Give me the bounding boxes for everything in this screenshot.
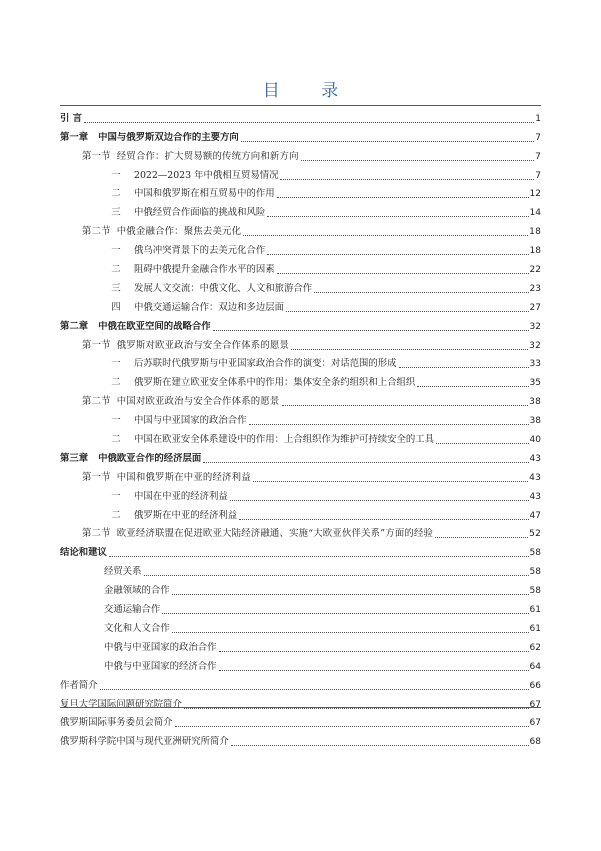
toc-entry-number: 三 [111, 207, 121, 219]
toc-entry-page-number: 68 [529, 737, 541, 748]
toc-entry-title: 中国和俄罗斯在相互贸易中的作用 [134, 188, 275, 200]
dot-leader [280, 171, 534, 180]
dot-leader [241, 133, 534, 142]
toc-entry[interactable] [60, 711, 541, 730]
toc-entry[interactable] [60, 163, 541, 182]
toc-entry[interactable] [60, 729, 541, 748]
toc-entry-title: 中俄在欧亚空间的战略合作 [98, 320, 211, 332]
toc-entry-label [60, 736, 229, 748]
toc-entry[interactable] [60, 295, 541, 314]
toc-entry-label [102, 283, 312, 295]
dot-leader [417, 378, 528, 387]
dot-leader [219, 643, 529, 652]
toc-entry-number: 一 [111, 169, 121, 181]
toc-entry[interactable] [60, 522, 541, 541]
toc-entry[interactable] [60, 200, 541, 219]
toc-entry-page-number: 14 [529, 208, 541, 219]
toc-entry-title: 结论和建议 [60, 547, 107, 559]
toc-entry-label [104, 566, 142, 578]
toc-entry-title: 中国与俄罗斯双边合作的主要方向 [98, 131, 239, 143]
toc-entry-title: 经贸合作：扩大贸易额的传统方向和新方向 [116, 150, 299, 162]
toc-entry-number: 第一节 [82, 339, 111, 351]
toc-entry-label [104, 623, 170, 635]
dot-leader [203, 454, 528, 463]
toc-entry-title: 中俄金融合作：聚焦去美元化 [116, 226, 242, 238]
dot-leader [219, 662, 529, 671]
toc-entry-page-number: 27 [529, 302, 541, 313]
toc-entry-page-number: 12 [529, 189, 541, 200]
toc-entry-title: 中国对欧亚政治与安全合作体系的愿景 [116, 396, 280, 408]
dot-leader [172, 586, 529, 595]
toc-entry-title: 欧亚经济联盟在促进欧亚大陆经济融通、实施“大欧亚伙伴关系”方面的经验 [116, 528, 434, 540]
toc-entry[interactable] [60, 635, 541, 654]
dot-leader [301, 152, 534, 161]
toc-entry-label [102, 207, 265, 219]
dot-leader [84, 114, 534, 123]
toc-entry[interactable] [60, 106, 541, 125]
toc-entry-title: 中国与中亚国家的政治合作 [134, 415, 247, 427]
toc-entry-title: 阻碍中俄提升金融合作水平的因素 [134, 264, 275, 276]
toc-entry-page-number: 43 [529, 472, 541, 483]
toc-entry-label [102, 188, 275, 200]
toc-entry-number: 第二章 [60, 320, 89, 332]
dot-leader [436, 435, 529, 444]
toc-entry-title: 俄罗斯科学院中国与现代亚洲研究所简介 [60, 736, 229, 748]
dot-leader [282, 397, 529, 406]
dot-leader [249, 416, 529, 425]
toc-entry-title: 经贸关系 [104, 566, 142, 578]
toc-entry-title: 复旦大学国际问题研究院简介 [60, 698, 182, 710]
toc-entry-title: 文化和人文合作 [104, 622, 170, 634]
toc-entry-number: 一 [111, 358, 121, 370]
toc-entry[interactable] [60, 125, 541, 144]
toc-entry-label [82, 396, 280, 408]
toc-entry-title: 后苏联时代俄罗斯与中亚国家政治合作的演变：对话范围的形成 [134, 358, 397, 370]
toc-entry-label [102, 377, 415, 389]
toc-entry[interactable] [60, 559, 541, 578]
toc-entry[interactable] [60, 314, 541, 333]
toc-entry-label [82, 151, 299, 163]
toc-entry[interactable] [60, 597, 541, 616]
toc-entry-number: 二 [111, 188, 121, 200]
dot-leader [286, 303, 529, 312]
dot-leader [175, 718, 529, 727]
toc-entry[interactable] [60, 578, 541, 597]
toc-entry-number: 第三章 [60, 452, 89, 464]
toc-entry-label [102, 491, 228, 503]
toc-entry-title: 中国和俄罗斯在中亚的经济利益 [116, 471, 251, 483]
dot-leader [172, 624, 529, 633]
toc-entry-page-number: 35 [529, 378, 541, 389]
toc-entry-label [102, 170, 278, 182]
toc-entry[interactable] [60, 465, 541, 484]
toc-entry[interactable] [60, 182, 541, 201]
toc-entry-title: 2022—2023 年中俄相互贸易情况 [134, 169, 279, 181]
toc-entry[interactable] [60, 484, 541, 503]
toc-entry[interactable] [60, 389, 541, 408]
dot-leader [231, 737, 529, 746]
toc-entry-label [104, 661, 217, 673]
toc-entry-label [102, 245, 265, 257]
toc-entry-title: 俄乌冲突背景下的去美元化合作 [134, 245, 266, 257]
toc-entry-label [104, 585, 170, 597]
toc-entry-page-number: 38 [529, 397, 541, 408]
toc-entry[interactable] [60, 540, 541, 559]
dot-leader [100, 681, 529, 690]
toc-entry-number: 二 [111, 377, 121, 389]
dot-leader [213, 322, 529, 331]
toc-entry[interactable] [60, 673, 541, 692]
toc-entry-label [60, 547, 107, 559]
toc-entry-page-number: 7 [535, 170, 541, 181]
toc-entry-label [102, 358, 397, 370]
dot-leader [253, 473, 528, 482]
dot-leader [230, 492, 529, 501]
toc-entry-label [82, 340, 289, 352]
toc-entry-page-number: 18 [529, 246, 541, 257]
toc-entry-number: 第二节 [82, 528, 111, 540]
toc-entry[interactable] [60, 144, 541, 163]
toc-entry-page-number: 32 [529, 340, 541, 351]
table-of-contents [60, 106, 541, 748]
dot-leader [314, 284, 528, 293]
toc-entry[interactable] [60, 276, 541, 295]
toc-entry-page-number: 22 [529, 265, 541, 276]
toc-entry-number: 第二节 [82, 396, 111, 408]
toc-entry-label [82, 226, 241, 238]
toc-entry-title: 中俄经贸合作面临的挑战和风险 [134, 207, 266, 219]
toc-entry-number: 一 [111, 245, 121, 257]
toc-entry-page-number: 52 [529, 529, 541, 540]
toc-entry-number: 四 [111, 301, 121, 313]
toc-entry-page-number: 32 [529, 321, 541, 332]
toc-entry[interactable] [60, 446, 541, 465]
toc-entry-number: 二 [111, 509, 121, 521]
toc-entry-page-number: 1 [535, 113, 541, 124]
toc-entry-label [102, 264, 275, 276]
dot-leader [267, 208, 528, 217]
toc-entry-number: 三 [111, 282, 121, 294]
dot-leader [399, 359, 529, 368]
toc-entry-number: 一 [111, 415, 121, 427]
toc-entry-title: 金融领域的合作 [104, 585, 170, 597]
toc-entry[interactable] [60, 238, 541, 257]
toc-entry-page-number: 40 [529, 435, 541, 446]
toc-entry-label [60, 453, 201, 465]
toc-entry-number: 一 [111, 490, 121, 502]
toc-entry-number: 二 [111, 434, 121, 446]
toc-entry[interactable] [60, 503, 541, 522]
toc-entry[interactable] [60, 333, 541, 352]
toc-entry-title: 发展人文交流：中俄文化、人文和旅游合作 [134, 282, 313, 294]
toc-entry-label [82, 528, 433, 540]
toc-entry-page-number: 43 [529, 491, 541, 502]
toc-entry-label [102, 415, 247, 427]
toc-entry[interactable] [60, 408, 541, 427]
dot-leader [277, 189, 529, 198]
toc-entry-title: 俄罗斯国际事务委员会简介 [60, 717, 173, 729]
toc-entry-page-number: 18 [529, 227, 541, 238]
toc-entry[interactable] [60, 427, 541, 446]
toc-entry-page-number: 47 [529, 510, 541, 521]
toc-entry-label [102, 510, 237, 522]
toc-entry-title: 俄罗斯对欧亚政治与安全合作体系的愿景 [116, 339, 290, 351]
toc-entry-number: 第一章 [60, 131, 89, 143]
toc-entry-page-number: 67 [529, 718, 541, 729]
dot-leader [243, 227, 528, 236]
toc-entry-number: 二 [111, 264, 121, 276]
toc-entry-page-number: 62 [529, 642, 541, 653]
toc-entry-title: 中国在中亚的经济利益 [134, 490, 228, 502]
toc-entry-page-number: 33 [529, 359, 541, 370]
bottom-divider [60, 707, 541, 708]
toc-entry-label [102, 302, 284, 314]
toc-entry-number: 第二节 [82, 226, 111, 238]
toc-entry-page-number: 61 [529, 605, 541, 616]
toc-entry-label [60, 717, 173, 729]
toc-entry-label [82, 472, 251, 484]
toc-entry-page-number: 64 [529, 661, 541, 672]
dot-leader [267, 246, 528, 255]
toc-entry-page-number: 43 [529, 453, 541, 464]
toc-entry-page-number: 23 [529, 283, 541, 294]
toc-entry-page-number: 58 [529, 586, 541, 597]
toc-entry[interactable] [60, 352, 541, 371]
toc-entry-title: 俄罗斯在中亚的经济利益 [134, 509, 238, 521]
toc-entry-title: 中俄与中亚国家的政治合作 [104, 641, 217, 653]
toc-entry-page-number: 67 [529, 699, 541, 710]
toc-entry-page-number: 7 [535, 132, 541, 143]
toc-entry-title: 中俄与中亚国家的经济合作 [104, 660, 217, 672]
toc-entry-page-number: 38 [529, 416, 541, 427]
toc-entry-label [102, 434, 434, 446]
toc-entry-page-number: 66 [529, 680, 541, 691]
toc-entry[interactable] [60, 654, 541, 673]
toc-entry-label [104, 642, 217, 654]
toc-entry-number: 第一节 [82, 471, 111, 483]
toc-entry-label [60, 321, 211, 333]
toc-entry-title: 中国在欧亚安全体系建设中的作用：上合组织作为维护可持续安全的工具 [134, 434, 435, 446]
toc-entry-number: 第一节 [82, 150, 111, 162]
dot-leader [277, 265, 529, 274]
toc-entry-page-number: 61 [529, 623, 541, 634]
toc-entry[interactable] [60, 219, 541, 238]
dot-leader [109, 548, 529, 557]
toc-entry-label [60, 680, 98, 692]
toc-entry-label [104, 604, 160, 616]
toc-entry-label [60, 113, 82, 125]
toc-entry[interactable] [60, 257, 541, 276]
dot-leader [239, 511, 528, 520]
dot-leader [162, 605, 528, 614]
page-title: 目 录 [262, 81, 357, 101]
dot-leader [144, 567, 529, 576]
toc-entry-label [60, 132, 239, 144]
toc-entry-page-number: 58 [529, 567, 541, 578]
toc-entry-title: 引 言 [60, 112, 83, 124]
toc-entry[interactable] [60, 616, 541, 635]
toc-entry[interactable] [60, 370, 541, 389]
toc-entry-page-number: 58 [529, 548, 541, 559]
toc-entry-title: 中俄交通运输合作：双边和多边层面 [134, 301, 285, 313]
dot-leader [435, 529, 528, 538]
toc-entry-page-number: 7 [535, 151, 541, 162]
toc-entry-title: 交通运输合作 [104, 604, 161, 616]
toc-entry-title: 俄罗斯在建立欧亚安全体系中的作用：集体安全条约组织和上合组织 [134, 377, 416, 389]
toc-entry-title: 作者简介 [60, 679, 98, 691]
toc-entry-title: 中俄欧亚合作的经济层面 [98, 452, 202, 464]
dot-leader [291, 341, 528, 350]
toc-entry-label [60, 699, 182, 711]
